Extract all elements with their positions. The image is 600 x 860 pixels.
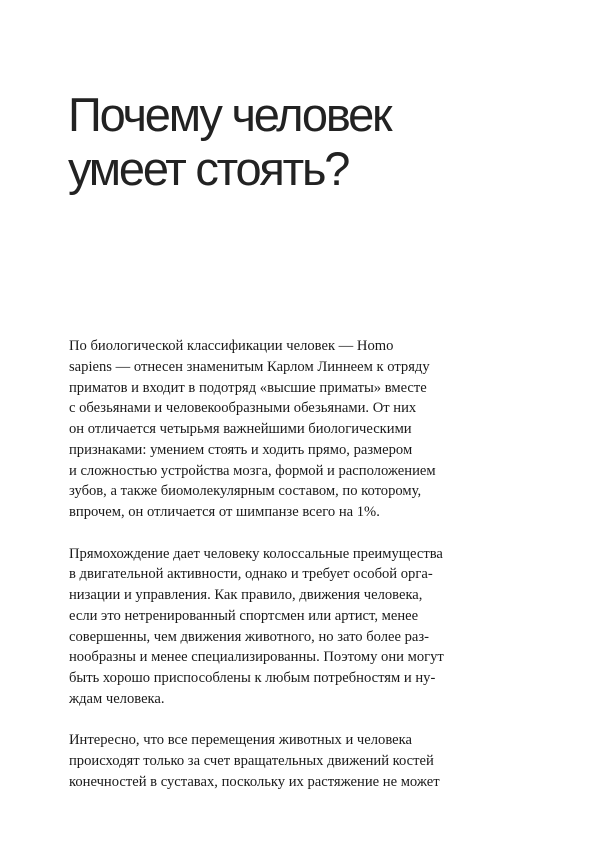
text-line: в двигательной активности, однако и требует особой орга- — [69, 566, 433, 583]
text-line: конечностей в суставах, поскольку их растяжение не может — [69, 773, 440, 790]
body-text — [69, 336, 489, 813]
text-line: ждам человека. — [69, 690, 165, 707]
text-line: он отличается четырьмя важнейшими биологическими — [69, 421, 412, 437]
text-line: впрочем, он отличается от шимпанзе всего на 1%. — [69, 504, 380, 520]
text-line: sapiens — отнесен знаменитым Карлом Линнеем к отряду — [69, 358, 430, 375]
text-line: приматов и входит в подотряд «высшие приматы» вместе — [69, 379, 427, 396]
text-line: и сложностью устройства мозга, формой и расположением — [69, 462, 436, 479]
text-line: По биологической классификации человек — Homo — [69, 338, 394, 354]
text-line: совершенны, чем движения животного, но зато более раз- — [69, 628, 430, 645]
text-line: если это нетренированный спортсмен или артист, менее — [69, 607, 419, 624]
text-line: нообразны и менее специализированны. Поэтому они могут — [69, 649, 444, 666]
chapter-title-line: умеет стоять? — [68, 142, 349, 195]
text-line: происходят только за счет вращательных движений костей — [69, 753, 434, 769]
chapter-title — [68, 88, 548, 196]
paragraph-2 — [69, 544, 489, 710]
text-line: Прямохождение дает человеку колоссальные преимущества — [69, 545, 443, 562]
paragraph-1 — [69, 336, 489, 523]
chapter-title-line: Почему человек — [68, 88, 391, 141]
text-line: зубов, а также биомолекулярным составом, по которому, — [69, 483, 422, 500]
text-line: быть хорошо приспособлены к любым потребностям и ну- — [69, 670, 436, 686]
text-line: низации и управления. Как правило, движения человека, — [69, 587, 423, 603]
paragraph-3 — [69, 730, 489, 792]
text-line: Интересно, что все перемещения животных и человека — [69, 732, 412, 749]
text-line: с обезьянами и человекообразными обезьянами. От них — [69, 400, 417, 417]
text-line: признаками: умением стоять и ходить прямо, размером — [69, 441, 413, 458]
